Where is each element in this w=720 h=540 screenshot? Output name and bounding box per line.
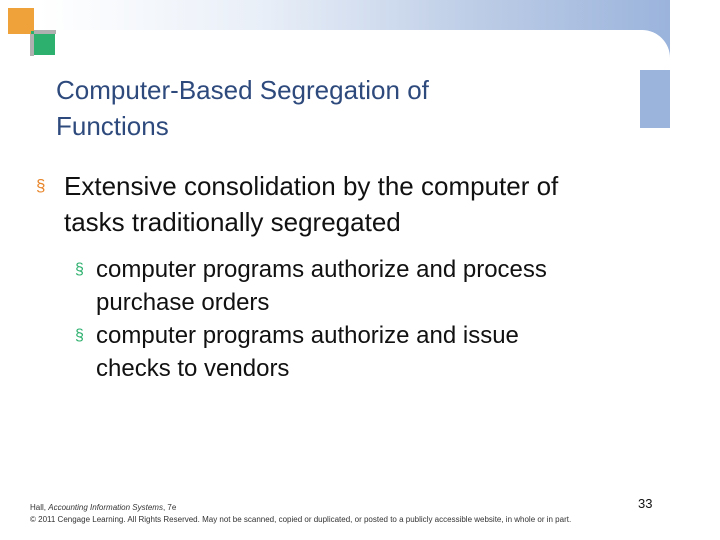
header-gradient-band	[40, 0, 670, 30]
sub-bullet-text: computer programs authorize and process purchase orders	[96, 256, 547, 316]
slide-title: Computer-Based Segregation of Functions	[56, 75, 429, 141]
sub-bullet-text: computer programs authorize and issue checks to vendors	[96, 322, 519, 382]
footer-edition: , 7e	[162, 503, 177, 512]
sub-bullet-marker-icon: §	[75, 327, 84, 344]
bullet-marker-icon: §	[36, 176, 46, 195]
slide-footer	[30, 502, 650, 526]
sub-bullet-list	[75, 253, 695, 385]
sub-bullet	[75, 253, 695, 319]
sub-bullet-marker-icon: §	[75, 261, 84, 278]
decor-square-green	[31, 31, 55, 55]
page-number: 33	[638, 496, 653, 511]
footer-copyright: © 2011 Cengage Learning. All Rights Reserved. May not be scanned, copied or duplicated, or posted to a publicly accessible website, in whole or in part.	[30, 515, 572, 524]
decor-square-shadow	[34, 30, 56, 34]
decor-square-shadow-vertical	[30, 34, 34, 56]
footer-citation	[30, 502, 650, 514]
footer-book-title: Accounting Information Systems	[48, 503, 163, 512]
right-accent-band	[640, 30, 670, 128]
sub-bullet	[75, 319, 695, 385]
main-bullet	[36, 168, 696, 240]
footer-author: Hall,	[30, 503, 49, 512]
main-bullet-text: Extensive consolidation by the computer of tasks traditionally segregated	[64, 171, 559, 237]
